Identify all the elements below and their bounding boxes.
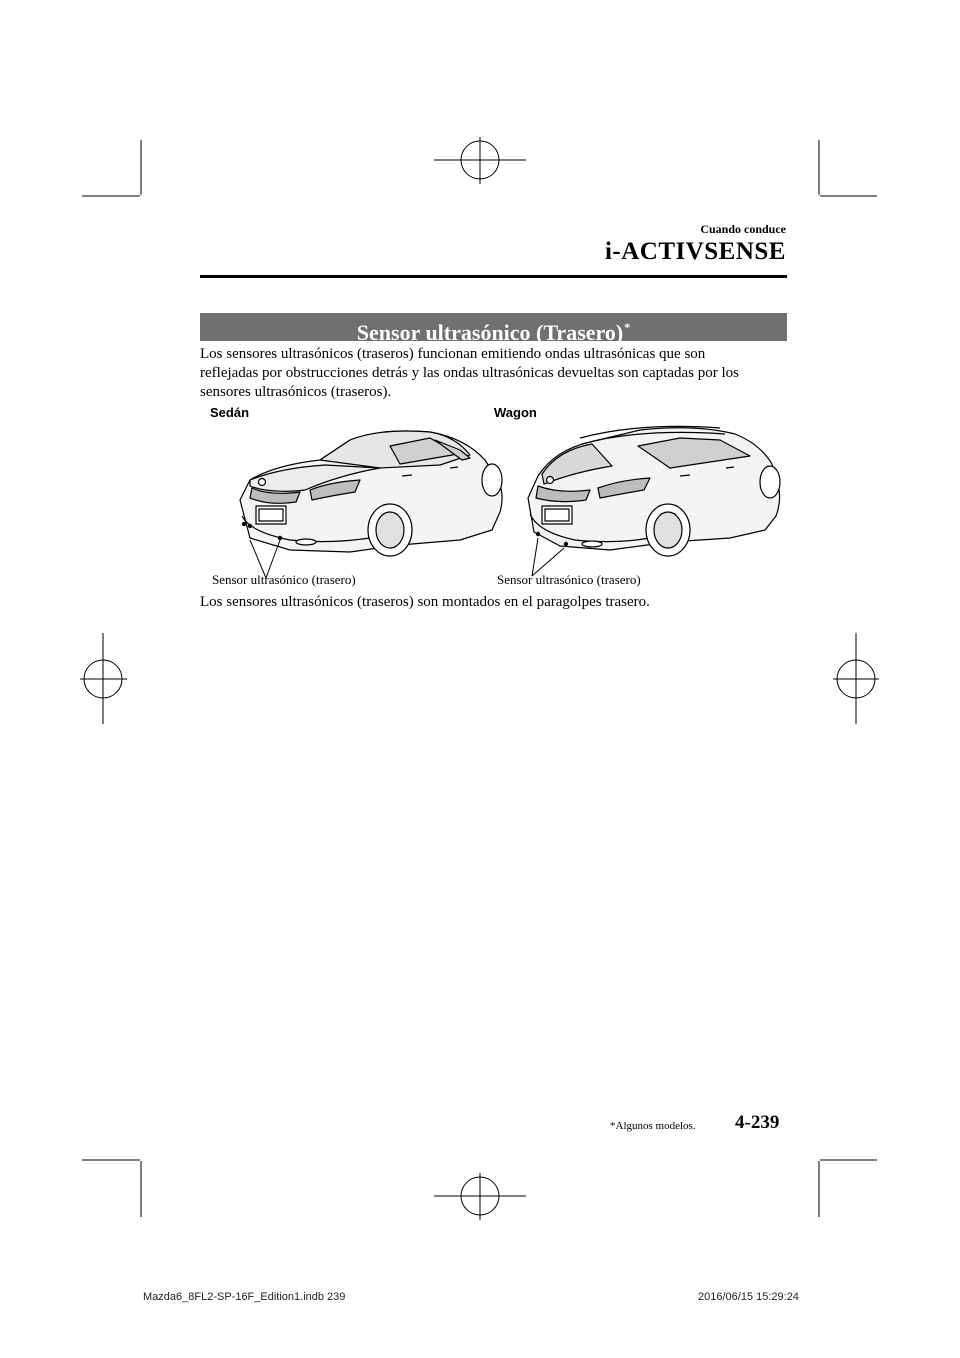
intro-line-1: Los sensores ultrasónicos (traseros) funcionan emitiendo ondas ultrasónicas que son	[200, 346, 706, 362]
sedan-label: Sedán	[210, 405, 250, 420]
banner-asterisk: *	[624, 320, 631, 334]
section-banner	[200, 313, 787, 345]
header-rule	[200, 275, 787, 278]
registration-mark-left	[80, 633, 127, 724]
registration-mark-right	[833, 633, 879, 724]
crop-mark-top-left	[82, 140, 141, 196]
print-slug-file: Mazda6_8FL2-SP-16F_Edition1.indb 239	[143, 1291, 346, 1303]
banner-title: Sensor ultrasónico (Trasero)	[356, 320, 624, 345]
section-label: Cuando conduce	[700, 222, 786, 236]
intro-line-3: sensores ultrasónicos (traseros).	[200, 384, 392, 400]
wagon-sensor-caption: Sensor ultrasónico (trasero)	[497, 572, 641, 587]
sedan-sensor-caption: Sensor ultrasónico (trasero)	[212, 572, 356, 587]
page-number: 4-239	[735, 1112, 780, 1133]
footnote: *Algunos modelos.	[610, 1120, 696, 1132]
chapter-title: i-ACTIVSENSE	[604, 238, 786, 265]
crop-mark-bottom-left	[82, 1160, 141, 1217]
intro-line-2: reflejadas por obstrucciones detrás y las ondas ultrasónicas devueltas son captadas por los	[200, 365, 740, 381]
wagon-label: Wagon	[494, 405, 537, 420]
print-slug-timestamp: 2016/06/15 15:29:24	[698, 1291, 799, 1303]
registration-mark-bottom	[434, 1173, 526, 1220]
crop-mark-bottom-right	[819, 1160, 877, 1217]
crop-mark-top-right	[819, 140, 877, 196]
intro-paragraph	[200, 345, 790, 402]
sedan-sensor-leaders	[240, 520, 320, 580]
mounting-paragraph: Los sensores ultrasónicos (traseros) son montados en el paragolpes trasero.	[200, 594, 650, 610]
registration-mark-top	[434, 137, 526, 184]
